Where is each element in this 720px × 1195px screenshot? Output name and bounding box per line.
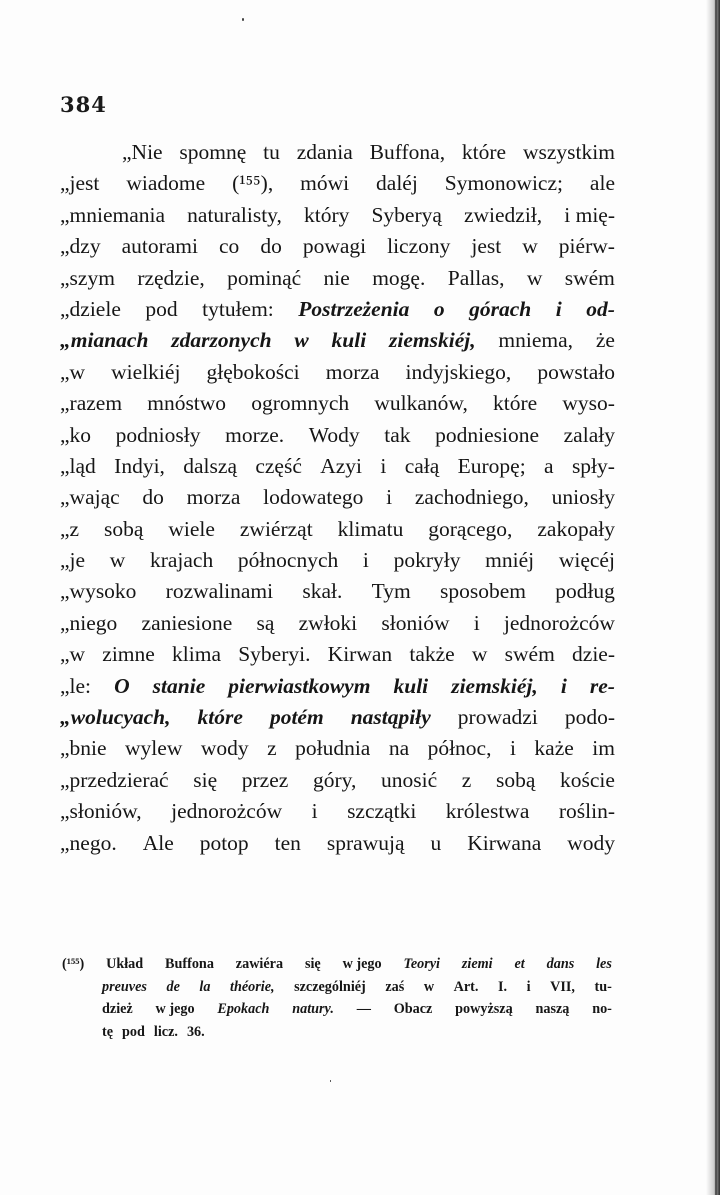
text-word: z <box>461 767 472 792</box>
text-word: spły- <box>571 453 615 478</box>
text-word: które <box>493 391 538 416</box>
text-word: ziemskiéj, <box>451 673 538 698</box>
footnote-word: Art. <box>453 978 479 995</box>
text-word: „mianach <box>60 328 149 353</box>
text-line <box>60 671 615 702</box>
text-word: zdania <box>296 140 353 164</box>
text-word: krajach <box>149 548 214 573</box>
text-word: „jest <box>60 171 100 196</box>
text-word: podo- <box>564 705 615 730</box>
text-word: podniesione <box>435 422 540 447</box>
text-word: „ko <box>60 422 92 447</box>
footnote-line <box>62 976 612 999</box>
text-word: „wolucyach, <box>60 705 171 730</box>
text-word: piérw- <box>558 234 615 259</box>
text-word: dalszą <box>183 453 237 478</box>
text-word: lodowatego <box>263 485 364 510</box>
footnote <box>62 953 612 1043</box>
text-word: Azyi <box>320 453 363 478</box>
text-word: im <box>592 736 615 761</box>
text-word: są <box>256 610 275 635</box>
footnote-word: Buffona <box>165 956 214 972</box>
text-word: i <box>362 548 369 573</box>
text-line <box>60 388 615 419</box>
text-word: „dziele <box>60 296 121 321</box>
text-word: i <box>386 485 393 510</box>
text-line <box>60 451 615 482</box>
text-word: i mię- <box>564 202 615 227</box>
text-line <box>60 576 615 607</box>
text-word: spomnę <box>179 140 247 164</box>
text-word: całą <box>404 453 440 478</box>
text-word: sprawują <box>326 830 405 855</box>
footnote-word: ziemi <box>461 956 493 972</box>
text-word: słoniów <box>381 610 450 635</box>
footnote-word: natury. <box>292 1001 334 1017</box>
text-word: klima <box>172 642 221 667</box>
text-word: w <box>471 642 488 667</box>
text-word: podług <box>555 579 615 604</box>
text-word: zwłoki <box>298 610 358 635</box>
text-line <box>60 200 615 231</box>
text-word: pokryły <box>393 548 461 573</box>
text-word: „wysoko <box>60 579 137 604</box>
text-word: re- <box>589 673 615 698</box>
text-word: na <box>388 736 410 761</box>
text-word: zwiedził, <box>463 202 543 227</box>
text-word: głębokości <box>206 359 300 384</box>
text-line <box>60 702 615 733</box>
text-word: z <box>267 736 277 761</box>
footnote-word: 36. <box>186 1023 205 1040</box>
text-word: zwiérząt <box>239 516 313 541</box>
footnote-word: się <box>304 956 321 972</box>
footnote-word: licz. <box>153 1023 178 1040</box>
text-word: więcéj <box>558 548 615 573</box>
text-word: zimne <box>102 642 155 667</box>
text-word: dzie- <box>572 642 615 667</box>
text-word: wylew <box>125 736 183 761</box>
footnote-word: zaś <box>385 978 405 995</box>
text-word: Kirwan <box>327 642 393 667</box>
text-word: sposobem <box>439 579 526 604</box>
text-word: i <box>311 799 318 824</box>
text-word: gorącego, <box>428 516 513 541</box>
text-word: jednorożców <box>171 799 283 824</box>
text-word: wiadome <box>126 171 206 196</box>
text-line <box>60 608 615 639</box>
page-edge-line <box>715 0 717 1195</box>
text-line <box>60 325 615 356</box>
text-word: a <box>544 453 554 478</box>
text-word: tak <box>384 422 411 447</box>
footnote-word: dzież <box>102 1001 133 1017</box>
text-word: Tym <box>371 579 411 604</box>
text-line <box>60 357 615 388</box>
text-word: Europę; <box>457 453 526 478</box>
text-word: w <box>294 328 309 353</box>
text-line <box>60 168 615 199</box>
text-word: jest <box>471 234 502 259</box>
text-word: i <box>473 610 480 635</box>
text-word: morza <box>325 359 380 384</box>
text-line <box>60 263 615 294</box>
text-word: wyso- <box>562 391 615 416</box>
text-word: swém <box>504 642 555 667</box>
text-word: „mniemania <box>60 202 166 227</box>
text-word: do <box>260 234 282 259</box>
text-word: unosić <box>380 767 438 792</box>
footnote-word: zawiéra <box>235 956 284 972</box>
text-word: wody <box>567 830 615 855</box>
text-word: Symonowicz; <box>444 171 563 196</box>
footnote-word: Teoryi <box>403 956 440 972</box>
text-word: Postrzeżenia <box>298 296 410 321</box>
text-word: które <box>197 705 243 730</box>
text-word: sobą <box>104 516 144 541</box>
text-word: mogę. <box>372 265 426 290</box>
text-word: pod <box>145 296 178 321</box>
text-word: który <box>303 202 350 227</box>
footnote-word: w jego <box>155 1001 195 1017</box>
text-word: „bnie <box>60 736 107 761</box>
text-word: „le: <box>60 673 92 698</box>
text-word: morza <box>186 485 241 510</box>
text-word: i <box>560 673 567 698</box>
text-word: sobą <box>495 767 536 792</box>
text-line <box>60 482 615 513</box>
text-word: Pallas, <box>447 265 505 290</box>
text-word: Buffona, <box>369 140 446 164</box>
text-line <box>60 828 615 859</box>
text-word: „ląd <box>60 453 96 478</box>
text-line <box>60 733 615 764</box>
text-word: w <box>526 265 543 290</box>
text-word: „nego. <box>60 830 117 855</box>
footnote-word: tę <box>102 1023 114 1040</box>
text-word: że <box>595 328 615 353</box>
text-word: potop <box>199 830 249 855</box>
page-number: 384 <box>60 92 107 117</box>
text-word: południa <box>295 736 371 761</box>
text-word: przez <box>241 767 289 792</box>
text-word: w <box>109 548 126 573</box>
text-word: górach <box>469 296 532 321</box>
footnote-word: powyższą <box>455 1001 513 1017</box>
text-word: „razem <box>60 391 123 416</box>
text-word: i <box>509 736 516 761</box>
text-word: morze. <box>225 422 285 447</box>
text-word: „dzy <box>60 234 101 259</box>
text-word: wszystkim <box>522 140 615 164</box>
text-word: powagi <box>302 234 367 259</box>
text-line <box>60 545 615 576</box>
text-word: naturalisty, <box>187 202 282 227</box>
text-word: od- <box>586 296 615 321</box>
text-line <box>60 420 615 451</box>
text-word: rzędzie, <box>137 265 205 290</box>
text-word: „słoniów, <box>60 799 142 824</box>
text-word: mnóstwo <box>147 391 227 416</box>
text-word: liczony <box>387 234 451 259</box>
text-word: co <box>219 234 240 259</box>
text-word: także <box>409 642 455 667</box>
text-word: daléj <box>376 171 418 196</box>
text-word: rozwalinami <box>165 579 274 604</box>
text-word: tytułem: <box>202 296 274 321</box>
text-word: skał. <box>302 579 343 604</box>
text-word: Kirwana <box>467 830 542 855</box>
text-word: powstało <box>537 359 615 384</box>
text-word: „niego <box>60 610 118 635</box>
footnote-word: les <box>596 956 612 972</box>
text-word: królestwa <box>445 799 530 824</box>
text-word: kuli <box>393 673 429 698</box>
text-word: zdarzonych <box>171 328 272 353</box>
text-line <box>60 639 615 670</box>
footnote-word: de <box>166 978 180 995</box>
text-word: wiele <box>168 516 215 541</box>
text-word: tu <box>263 140 280 164</box>
footnote-line <box>62 998 612 1021</box>
footnote-word: et <box>514 956 525 972</box>
text-word: część <box>255 453 302 478</box>
text-line <box>60 796 615 827</box>
text-word: nastąpiły <box>350 705 431 730</box>
text-word: Syberyi. <box>238 642 311 667</box>
footnote-word: (¹⁵⁵) <box>62 956 85 972</box>
text-word: wulkanów, <box>374 391 468 416</box>
text-word: ziemskiéj, <box>389 328 476 353</box>
paper-speck <box>242 18 244 21</box>
text-word: Syberyą <box>371 202 442 227</box>
text-line <box>60 765 615 796</box>
footnote-line <box>62 1021 612 1044</box>
text-word: które <box>461 140 507 164</box>
text-word: klimatu <box>337 516 404 541</box>
text-word: zachodniego, <box>414 485 529 510</box>
text-word: „Nie <box>122 140 163 164</box>
text-word: uniosły <box>551 485 615 510</box>
text-line <box>60 514 615 545</box>
text-word: Wody <box>308 422 360 447</box>
text-word: zalały <box>563 422 615 447</box>
text-word: nie <box>323 265 350 290</box>
footnote-word: Układ <box>106 956 144 972</box>
footnote-word: la <box>199 978 211 995</box>
text-word: w <box>522 234 538 259</box>
text-line <box>60 231 615 262</box>
text-word: zakopały <box>537 516 615 541</box>
text-word: „w <box>60 642 86 667</box>
footnote-word: pod <box>122 1023 145 1040</box>
text-word: wielkiéj <box>111 359 181 384</box>
text-word: mówi <box>300 171 350 196</box>
text-word: mniema, <box>498 328 574 353</box>
footnote-word: naszą <box>535 1001 570 1017</box>
footnote-word: tu- <box>594 978 612 995</box>
text-word: północ, <box>427 736 492 761</box>
text-word: „szym <box>60 265 115 290</box>
footnote-line <box>62 953 612 976</box>
footnote-word: i <box>526 978 531 995</box>
text-word: zaniesione <box>141 610 233 635</box>
footnote-word: dans <box>546 956 575 972</box>
text-word: „przedzierać <box>60 767 169 792</box>
text-word: i <box>380 453 387 478</box>
footnote-word: I. <box>497 978 508 995</box>
text-word: mniéj <box>485 548 535 573</box>
text-word: podniosły <box>115 422 201 447</box>
text-word: kuli <box>331 328 367 353</box>
text-word: wody <box>200 736 249 761</box>
text-word: i <box>555 296 562 321</box>
text-word: szczątki <box>347 799 417 824</box>
text-word: Ale <box>142 830 174 855</box>
text-word: pierwiastkowym <box>228 673 371 698</box>
text-word: swém <box>564 265 615 290</box>
text-word: indyjskiego, <box>405 359 512 384</box>
footnote-word: Obacz <box>393 1001 433 1017</box>
footnote-word: Epokach <box>217 1001 270 1017</box>
footnote-word: w <box>423 978 435 995</box>
body-text <box>60 137 615 859</box>
text-word: się <box>193 767 218 792</box>
text-word: Indyi, <box>114 453 165 478</box>
text-word: góry, <box>312 767 357 792</box>
footnote-word: preuves <box>102 978 147 995</box>
text-word: ten <box>274 830 301 855</box>
text-word: północnych <box>237 548 339 573</box>
text-word: (¹⁵⁵), <box>232 171 274 196</box>
footnote-word: — <box>356 1001 371 1017</box>
text-word: u <box>430 830 442 855</box>
text-word: „w <box>60 359 86 384</box>
text-word: potém <box>269 705 324 730</box>
text-word: ogromnych <box>251 391 350 416</box>
text-word: roślin- <box>558 799 615 824</box>
text-word: do <box>142 485 164 510</box>
footnote-word: no- <box>592 1001 612 1017</box>
text-line <box>60 137 615 168</box>
text-word: stanie <box>152 673 206 698</box>
text-word: O <box>114 673 130 698</box>
footnote-word: VII, <box>550 978 575 995</box>
text-word: autorami <box>121 234 199 259</box>
footnote-word: w jego <box>342 956 382 972</box>
text-word: „wając <box>60 485 120 510</box>
text-word: ale <box>589 171 615 196</box>
text-line <box>60 294 615 325</box>
page-edge-shadow <box>706 0 720 1195</box>
text-word: „z <box>60 516 80 541</box>
text-word: „je <box>60 548 86 573</box>
footnote-word: szczególniéj <box>294 978 366 995</box>
text-word: o <box>433 296 445 321</box>
text-word: prowadzi <box>457 705 538 730</box>
text-word: jednorożców <box>503 610 615 635</box>
text-word: każe <box>534 736 574 761</box>
footnote-word: théorie, <box>230 978 275 995</box>
text-word: koście <box>560 767 615 792</box>
paper-speck <box>330 1080 331 1082</box>
text-word: pominąć <box>227 265 302 290</box>
